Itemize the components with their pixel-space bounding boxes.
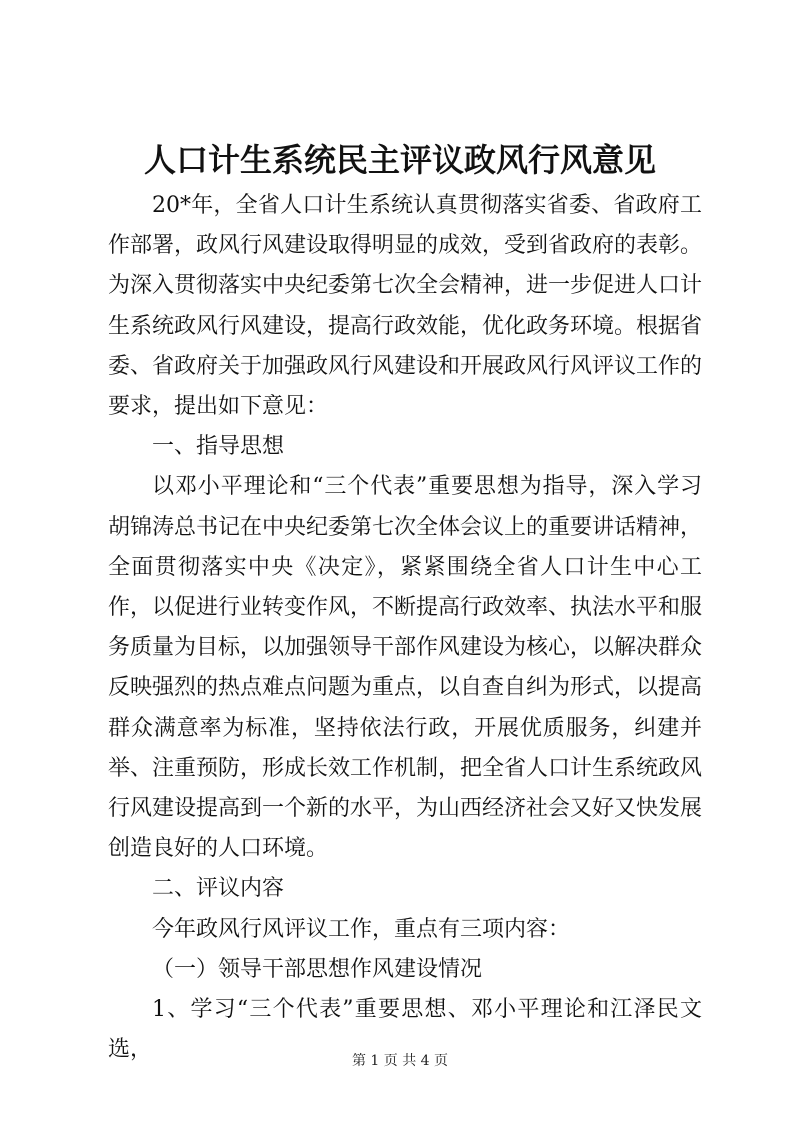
page-number-footer: 第 1 页 共 4 页 bbox=[351, 1053, 449, 1069]
subsection-heading-leadership-style: （一）领导干部思想作风建设情况 bbox=[152, 956, 483, 982]
section-heading-evaluation-content: 二、评议内容 bbox=[152, 876, 285, 902]
list-item-1: 1、学习“三个代表”重要思想、邓小平理论和江泽民文选， bbox=[108, 997, 702, 1063]
section-heading-guiding-ideology: 一、指导思想 bbox=[152, 434, 285, 460]
evaluation-content-paragraph: 今年政风行风评议工作，重点有三项内容： bbox=[152, 916, 571, 942]
document-title: 人口计生系统民主评议政风行风意见 bbox=[143, 141, 656, 179]
document-body bbox=[108, 186, 702, 1070]
intro-paragraph: 20*年，全省人口计生系统认真贯彻落实省委、省政府工作部署，政风行风建设取得明显的成效，受到省政府的表彰。为深入贯彻落实中央纪委第七次全会精神，进一步促进人口计生系统政风行风建设，提高行政效能，优化政务环境。根据省委、省政府关于加强政风行风建设和开展政风行风评议工作的要求，提出如下意见： bbox=[108, 193, 703, 420]
guiding-ideology-paragraph: 以邓小平理论和“三个代表”重要思想为指导，深入学习胡锦涛总书记在中央纪委第七次全体会议上的重要讲话精神，全面贯彻落实中央《决定》，紧紧围绕全省人口计生中心工作，以促进行业转变作风，不断提高行政效率、执法水平和服务质量为目标，以加强领导干部作风建设为核心，以解决群众反映强烈的热点难点问题为重点，以自查自纠为形式，以提高群众满意率为标准，坚持依法行政，开展优质服务，纠建并举、注重预防，形成长效工作机制，把全省人口计生系统政风行风建设提高到一个新的水平，为山西经济社会又好又快发展创造良好的人口环境。 bbox=[108, 474, 703, 862]
